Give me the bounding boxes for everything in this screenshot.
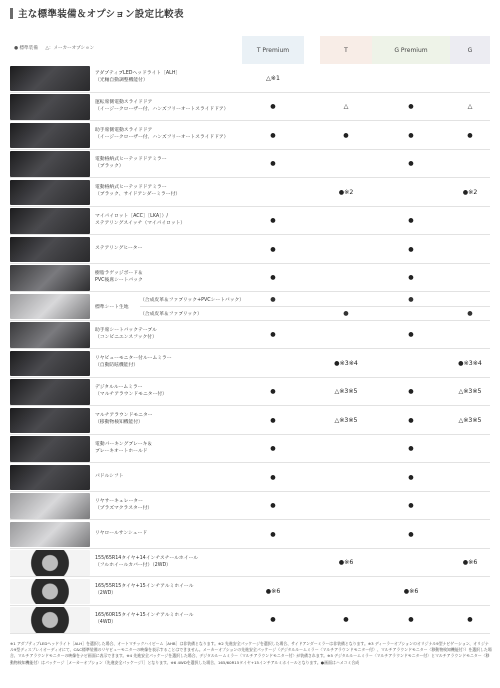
value-cell [450,207,490,235]
value-cell: ● [467,309,473,317]
feature-label-line: リヤビューモニター付ルームミラー [95,356,172,362]
value-cell [242,549,304,577]
feature-label-line: （移動物検知機能付） [95,420,143,425]
feature-photo [10,550,90,576]
value-cell: ● [270,217,276,224]
feature-photo [10,180,90,206]
value-cell [372,549,450,577]
value-cell: ● [270,274,276,281]
feature-label-line: 樹脂ラゲッジボード＆ [95,270,143,276]
value-cell: ● [408,388,414,395]
value-cell: ● [408,502,414,509]
value-cell [320,235,372,263]
feature-label-line: アダプティブLEDヘッドライト［ALH］ [95,71,181,77]
table-row [10,64,490,93]
value-cell: ●※3※4 [334,359,358,367]
feature-label-line: ステアリングヒーター [95,245,143,251]
column-header: T Premium [256,46,290,54]
value-cell: ● [270,131,276,139]
feature-label-line: リヤロールサンシェード [95,530,148,536]
feature-label-line: 電動パーキングブレーキ＆ [95,441,153,447]
legend-option: △：メーカーオプション [45,46,95,51]
value-cell [450,235,490,263]
table-row [10,406,490,435]
table-row [10,435,490,464]
sub-feature-label: （合成皮革＆ファブリック） [140,311,202,317]
table-row [10,121,490,150]
value-cell [450,463,490,491]
feature-label-line: （ブラック、サイドアンダーミラー付） [95,192,181,197]
value-cell [320,292,372,306]
value-cell [372,349,450,377]
feature-label [95,435,265,463]
feature-photo [10,66,90,92]
feature-label-line: 電動格納式ヒーテッドドアミラー [95,156,167,162]
table-row [10,321,490,350]
value-cell [320,520,372,548]
table-row [10,463,490,492]
feature-label-line: 165/55R15タイヤ+15インチアルミホイール [95,584,194,590]
value-cell: ●※2 [462,188,478,196]
feature-label [95,549,265,577]
feature-label-line: （ブラック） [95,163,124,169]
value-cell: △ [467,103,473,110]
feature-label-line: マイパイロット［ACC］［LKA］）/ [95,213,169,219]
feature-label-line: PVC後席シートバック [95,277,143,283]
feature-label-line: 電動格納式ヒーテッドドアミラー [95,185,167,191]
value-cell [320,264,372,292]
comparison-table [10,36,490,634]
value-cell: ● [467,131,473,139]
feature-label [95,492,265,520]
feature-label-line: 助手席シートバックテーブル [95,327,157,333]
value-cell: ● [270,445,276,452]
feature-label [95,64,265,92]
legend-standard: ● 標準装備 [14,46,38,51]
value-cell [320,463,372,491]
feature-label-line: （プラズマクラスター付） [95,505,153,511]
feature-label-line: デジタルルームミラー [95,384,143,390]
feature-label [95,463,265,491]
feature-photo [10,123,90,149]
table-header [10,36,490,64]
table-row [10,349,490,378]
footnote: ※1 アダプティブLEDヘッドライト［ALH］を選択した場合、オートマチックハイビーム［AHB］は非装備となります。※2 先進安全パッケージを選択した場合、サイドアンダーミラーは非装備となります。※3 ディーラーオプションのオリジナル9型ナビゲーション、オリジナル9型ディスプレイオーディオにて、C&C標準装備のリヤビューモニターの映像を表示することはできません。メーカーオプションの先進安全パッケージ（デジタルルームミラー〈マルチアラウンドモニター付〉、マルチアラウンドモニター〈移動物検知機能付〉）を選択した場合、マルチアラウンドモニターの映像をナビ画面に表示できます。※4 先進安全パッケージを選択した場合、デジタルルームミラー〈マルチアラウンドモニター付〉が装備されます。※5 デジタルルームミラー〈マルチアラウンドモニター付〉とマルチアラウンドモニター〈移動物検知機能付〉はパッケージ［メーカーオプション（先進安全パッケージ）］となります。※6 4WDを選択した場合、165/60R15タイヤ+15インチアルミホイールとなります。●画面はハメコミ合成 [10,641,492,665]
feature-label-line: （光軸自動調整機能付） [95,78,148,83]
value-cell: ● [270,502,276,509]
feature-photo [10,151,90,177]
feature-label [95,178,265,206]
feature-photo [10,408,90,434]
feature-label-line: 運転席側電動スライドドア [95,99,153,105]
value-cell: ● [270,103,276,110]
feature-label [95,207,265,235]
table-row [10,93,490,122]
feature-label-line: （イージークローザー付、ハンズフリーオートスライドドア） [95,106,229,112]
value-cell: ●※6 [403,587,419,595]
value-cell: ● [270,388,276,395]
column-header: G [467,46,473,54]
feature-photo [10,379,90,405]
legend [14,45,100,51]
value-cell: ● [270,416,276,424]
value-cell: ● [270,245,276,253]
page-title: 主な標準装備＆オプション設定比較表 [18,9,184,20]
feature-photo [10,322,90,348]
feature-photo [10,265,90,291]
value-cell [320,435,372,463]
value-cell: ● [408,445,414,452]
value-cell: △※3※5 [334,388,358,395]
table-row [10,264,490,293]
table-row [10,520,490,549]
value-cell: ● [408,295,414,303]
value-cell [450,492,490,520]
value-cell: ● [270,331,276,338]
value-cell [450,435,490,463]
value-cell: △※3※5 [458,416,482,424]
value-cell [372,178,450,206]
value-cell [320,207,372,235]
value-cell: ●※6 [338,559,354,566]
value-cell: ● [270,160,276,167]
feature-label-line: 165/60R15タイヤ+15インチアルミホイール [95,612,194,618]
feature-photo [10,94,90,120]
feature-photo [10,465,90,491]
feature-label [95,520,265,548]
value-cell [450,292,490,306]
table-row [10,378,490,407]
feature-label-line: （フルホイールカバー付）（2WD） [95,562,171,568]
value-cell: ● [343,131,349,139]
value-cell: ● [270,616,276,623]
value-cell: △※3※5 [458,388,482,395]
value-cell: ●※6 [462,559,478,566]
title-bar [10,6,184,20]
feature-label-line: （イージークローザー付、ハンズフリーオートスライドドア） [95,135,229,140]
value-cell: ● [408,331,414,338]
table-row [10,492,490,521]
feature-label-line: 155/65R14タイヤ+14インチスチールホイール [95,555,199,561]
feature-photo [10,294,90,320]
table-row [10,549,490,578]
value-cell: ●※6 [265,587,281,595]
value-cell: ● [467,616,473,623]
feature-photo [10,237,90,263]
value-cell [450,577,490,605]
value-cell: ● [270,473,276,481]
title-marker [10,8,13,19]
feature-label [95,577,265,605]
value-cell [320,64,372,92]
feature-label-line: ステアリングスイッチ（マイパイロット） [95,220,186,226]
feature-label [95,93,265,121]
value-cell: △ [343,103,349,110]
value-cell [320,492,372,520]
value-cell: ● [408,217,414,224]
value-cell [450,321,490,349]
table-row [10,577,490,606]
feature-label [95,406,265,434]
value-cell: ● [408,530,414,538]
feature-label-line: ブレーキオートホールド [95,448,148,454]
feature-photo [10,607,90,633]
value-cell [242,349,304,377]
feature-label-line: （4WD） [95,619,117,625]
table-row [10,207,490,236]
value-cell [242,178,304,206]
feature-label [95,264,265,292]
table-row [10,235,490,264]
feature-photo [10,208,90,234]
feature-photo [10,351,90,377]
table-row [10,606,490,635]
value-cell: ● [408,245,414,253]
value-cell [372,64,450,92]
feature-label [95,606,265,634]
feature-label [95,321,265,349]
table-row [10,150,490,179]
feature-label-line: 助手席側電動スライドドア [95,128,153,134]
feature-label-line: （コンビニエンスフック付） [95,334,157,340]
value-cell [372,306,450,320]
table-row [10,178,490,207]
value-cell: ● [270,530,276,538]
value-cell: △※3※5 [334,416,358,424]
feature-label-line: リヤサーキュレーター [95,498,143,504]
feature-label [95,378,265,406]
value-cell [320,577,372,605]
feature-photo [10,579,90,605]
feature-label: 標準シート生地 [95,304,129,310]
feature-photo [10,493,90,519]
value-cell [450,64,490,92]
value-cell: △※1 [266,74,280,82]
column-header: G Premium [394,46,428,54]
feature-label [95,121,265,149]
value-cell: ● [408,274,414,281]
value-cell: ● [408,416,414,424]
value-cell: ● [343,309,349,317]
value-cell: ● [270,295,276,303]
value-cell: ●※3※4 [458,359,482,367]
feature-label [95,235,265,263]
value-cell: ●※2 [338,188,354,196]
value-cell: ● [408,473,414,481]
value-cell: ● [408,160,414,167]
value-cell: ● [408,103,414,110]
feature-label-line: パドルシフト [95,473,124,479]
feature-photo [10,522,90,548]
value-cell [320,321,372,349]
value-cell [450,150,490,178]
value-cell [450,264,490,292]
value-cell [450,520,490,548]
value-cell [320,150,372,178]
feature-label-line: （マルチアラウンドモニター付） [95,391,167,397]
column-header: T [344,46,348,54]
table-row [10,292,490,321]
value-cell: ● [408,616,414,623]
value-cell: ● [343,616,349,623]
feature-label-line: （2WD） [95,591,117,596]
sub-feature-label: （合成皮革＆ファブリック+PVCシートバック） [140,297,245,303]
value-cell: ● [408,131,414,139]
feature-label [95,349,265,377]
feature-label-line: （自動防眩機能付） [95,363,139,368]
feature-label [95,150,265,178]
feature-label-line: マルチアラウンドモニター [95,413,153,419]
feature-photo [10,436,90,462]
value-cell [242,306,304,320]
